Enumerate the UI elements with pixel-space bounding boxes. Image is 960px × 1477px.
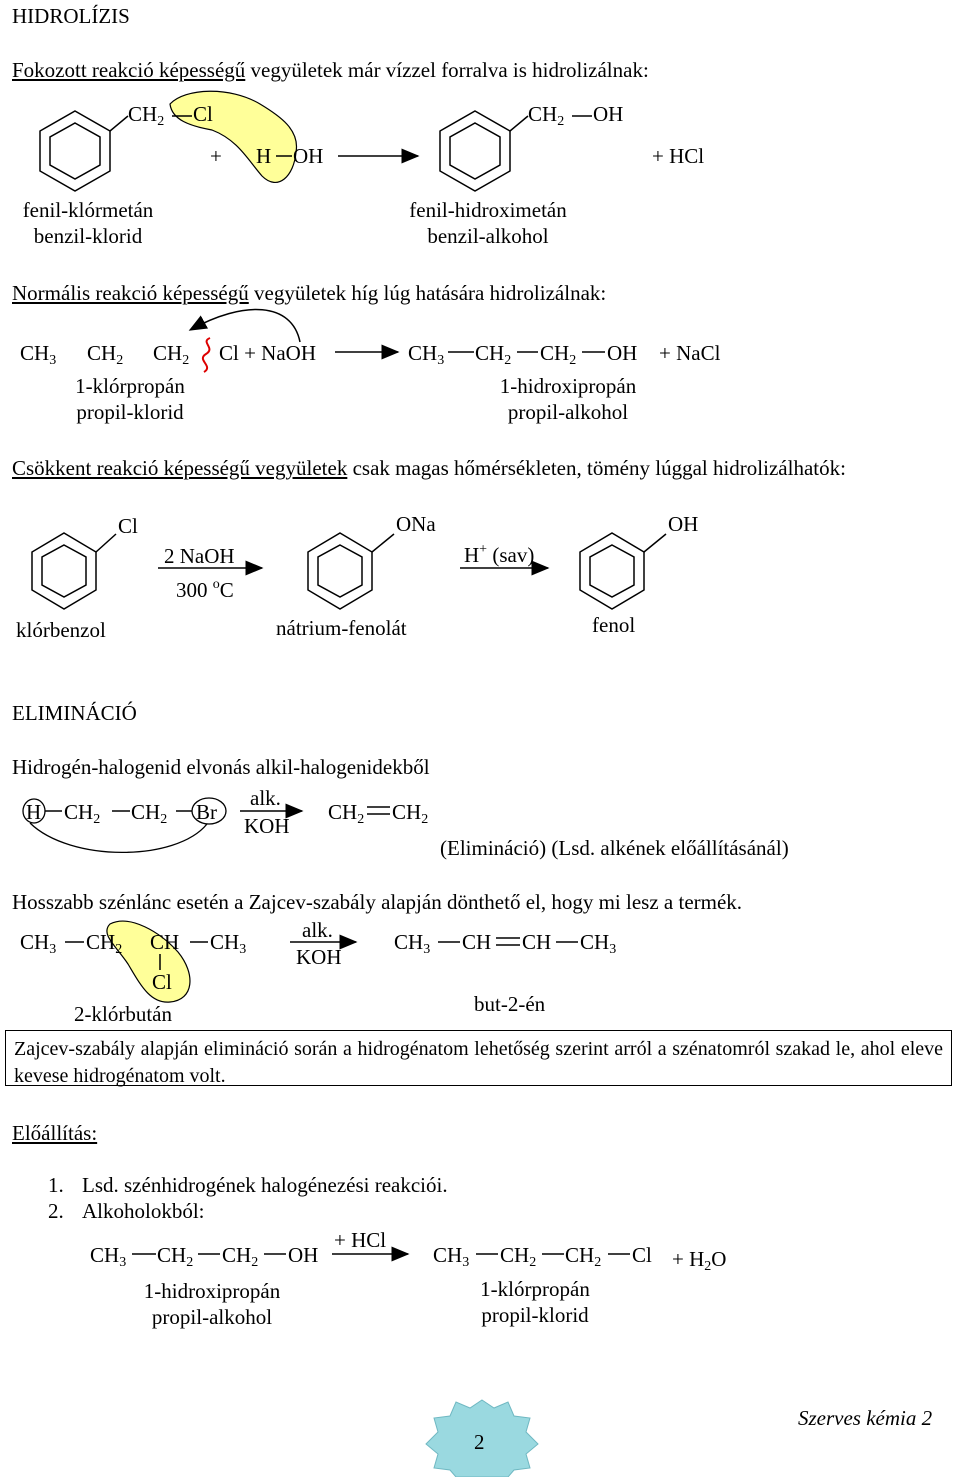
product-oh: OH [593,102,624,126]
item-1-num: 1. [48,1173,64,1197]
subtitle-2-rest: vegyületek híg lúg hatására hidrolizálnak: [248,281,607,305]
z-p2: CH [462,930,492,954]
z-r1: $CH_3$ [20,930,57,957]
r-ch2a: $CH_2$ [87,341,124,368]
p-ch2b: $CH_2$ [540,341,577,368]
page-number: 2 [474,1430,485,1454]
e-p2: $CH_2$ [392,800,429,827]
s2-reactant-name-2: propil-klorid [76,400,184,424]
item-2-text: Alkoholokból: [82,1199,205,1223]
subtitle-4: Hidrogén-halogenid elvonás alkil-halogenidekből [12,755,430,779]
p-ch3: $CH_3$ [408,341,445,368]
name-chlorobenzene: klórbenzol [16,618,106,642]
subtitle-2 [12,283,606,304]
reactant-name-2: benzil-klorid [33,224,143,248]
e-cond-alk: alk. [250,786,281,810]
chlorobenzene-cl: Cl [118,514,138,538]
name-phenol: fenol [592,613,636,637]
section-title-hydrolysis: HIDROLÍZIS [12,4,130,28]
a-reactant-name-1: 1-hidroxipropán [143,1279,281,1303]
item-2-num: 2. [48,1199,64,1223]
e-ch2a: $CH_2$ [64,800,101,827]
subtitle-1 [12,60,649,81]
e-p1: $CH_2$ [328,800,365,827]
benzene-ring-2 [440,111,528,191]
a-reactant-name-2: propil-alkohol [151,1305,273,1329]
z-r4: $CH_3$ [210,930,247,957]
reactant-ch2: $CH_2$ [128,102,165,129]
phenolate-ona: ONa [396,512,436,536]
product-name-1: fenil-hidroximetán [409,198,567,222]
subtitle-3-underlined: Csökkent reakció képességű vegyületek [12,456,348,480]
z-cl: Cl [152,970,172,994]
subtitle-1-underlined: Fokozott reakció képességű [12,58,246,82]
a-p1: $CH_3$ [433,1243,470,1270]
a-r1: $CH_3$ [90,1243,127,1270]
z-r2: $CH_2$ [86,930,123,957]
plus-sign: + [210,144,222,168]
footer-title: Szerves kémia 2 [798,1406,933,1430]
acid-label: H+ (sav) [464,542,535,567]
reagent-naoh: 2 NaOH [164,544,235,568]
s2-product-name-2: propil-alkohol [507,400,629,424]
a-r3: $CH_2$ [222,1243,259,1270]
subtitle-2-underlined: Normális reakció képességű [12,281,249,305]
e-ch2b: $CH_2$ [131,800,168,827]
phenol-oh: OH [668,512,699,536]
e-note: (Elimináció) (Lsd. alkének előállításánál) [440,836,789,860]
reactant-cl: Cl [193,102,213,126]
a-r4: OH [288,1243,319,1267]
a-p4: Cl [632,1243,652,1267]
a-p3: $CH_2$ [565,1243,602,1270]
z-reactant-name: 2-klórbután [74,1002,172,1026]
product-name-2: benzil-alkohol [427,224,549,248]
z-r3: CH [150,930,180,954]
benzene-ring-3 [32,533,116,609]
a-reagent: + HCl [334,1228,387,1252]
name-sodium-phenolate: nátrium-fenolát [276,616,407,640]
benzene-ring-4 [308,533,394,609]
z-p4: $CH_3$ [580,930,617,957]
p-oh: OH [607,341,638,365]
a-product-name-2: propil-klorid [481,1303,589,1327]
highlight-cl-bond [170,91,297,182]
e-cond-koh: KOH [244,814,290,838]
r-ch2b: $CH_2$ [153,341,190,368]
reactant-name-1: fenil-klórmetán [22,198,154,222]
r-cl-naoh: Cl + NaOH [219,341,317,365]
subtitle-3 [12,458,846,479]
subtitle-3-rest: csak magas hőmérsékleten, tömény lúggal hidrolizálhatók: [347,456,846,480]
benzene-ring-5 [580,533,666,609]
bond-break-mark [203,338,210,372]
zajcev-rule-box: Zajcev-szabály alapján elimináció során a hidrogénatom lehetőség szerint arról a szénatomról szakad le, ahol eleve kevese hidrogénatom volt. [5,1030,952,1086]
a-product-name-1: 1-klórpropán [480,1277,590,1301]
subtitle-5: Hosszabb szénlánc esetén a Zajcev-szabály alapján dönthető el, hogy mi lesz a termék. [12,890,743,914]
section-title-preparation: Előállítás: [12,1121,98,1145]
reaction-temp: 300 $^o$C [176,577,234,602]
section-title-elimination: ELIMINÁCIÓ [12,701,137,725]
s2-reactant-name-1: 1-klórpropán [75,374,185,398]
subtitle-1-rest: vegyületek már vízzel forralva is hidrolizálnak: [245,58,649,82]
item-1-text: Lsd. szénhidrogének halogénezési reakciói. [82,1173,448,1197]
s2-product-name-1: 1-hidroxipropán [499,374,637,398]
byproduct-hcl: + HCl [652,144,705,168]
z-cond-koh: KOH [296,945,342,969]
z-p1: $CH_3$ [394,930,431,957]
a-p2: $CH_2$ [500,1243,537,1270]
r-ch3: $CH_3$ [20,341,57,368]
water-oh: OH [293,144,324,168]
z-cond-alk: alk. [302,918,333,942]
benzene-ring-1 [40,111,128,191]
water-h: H [256,144,272,168]
p-ch2a: $CH_2$ [475,341,512,368]
byproduct-nacl: + NaCl [659,341,721,365]
e-h: H [26,800,42,824]
z-p3: CH [522,930,552,954]
a-water: + $H_2O$ [672,1247,727,1274]
a-r2: $CH_2$ [157,1243,194,1270]
z-product-name: but-2-én [474,992,546,1016]
product-ch2: $CH_2$ [528,102,565,129]
curved-arrow-oh [190,309,300,342]
e-br: Br [196,800,217,824]
elimination-arc [30,823,207,852]
